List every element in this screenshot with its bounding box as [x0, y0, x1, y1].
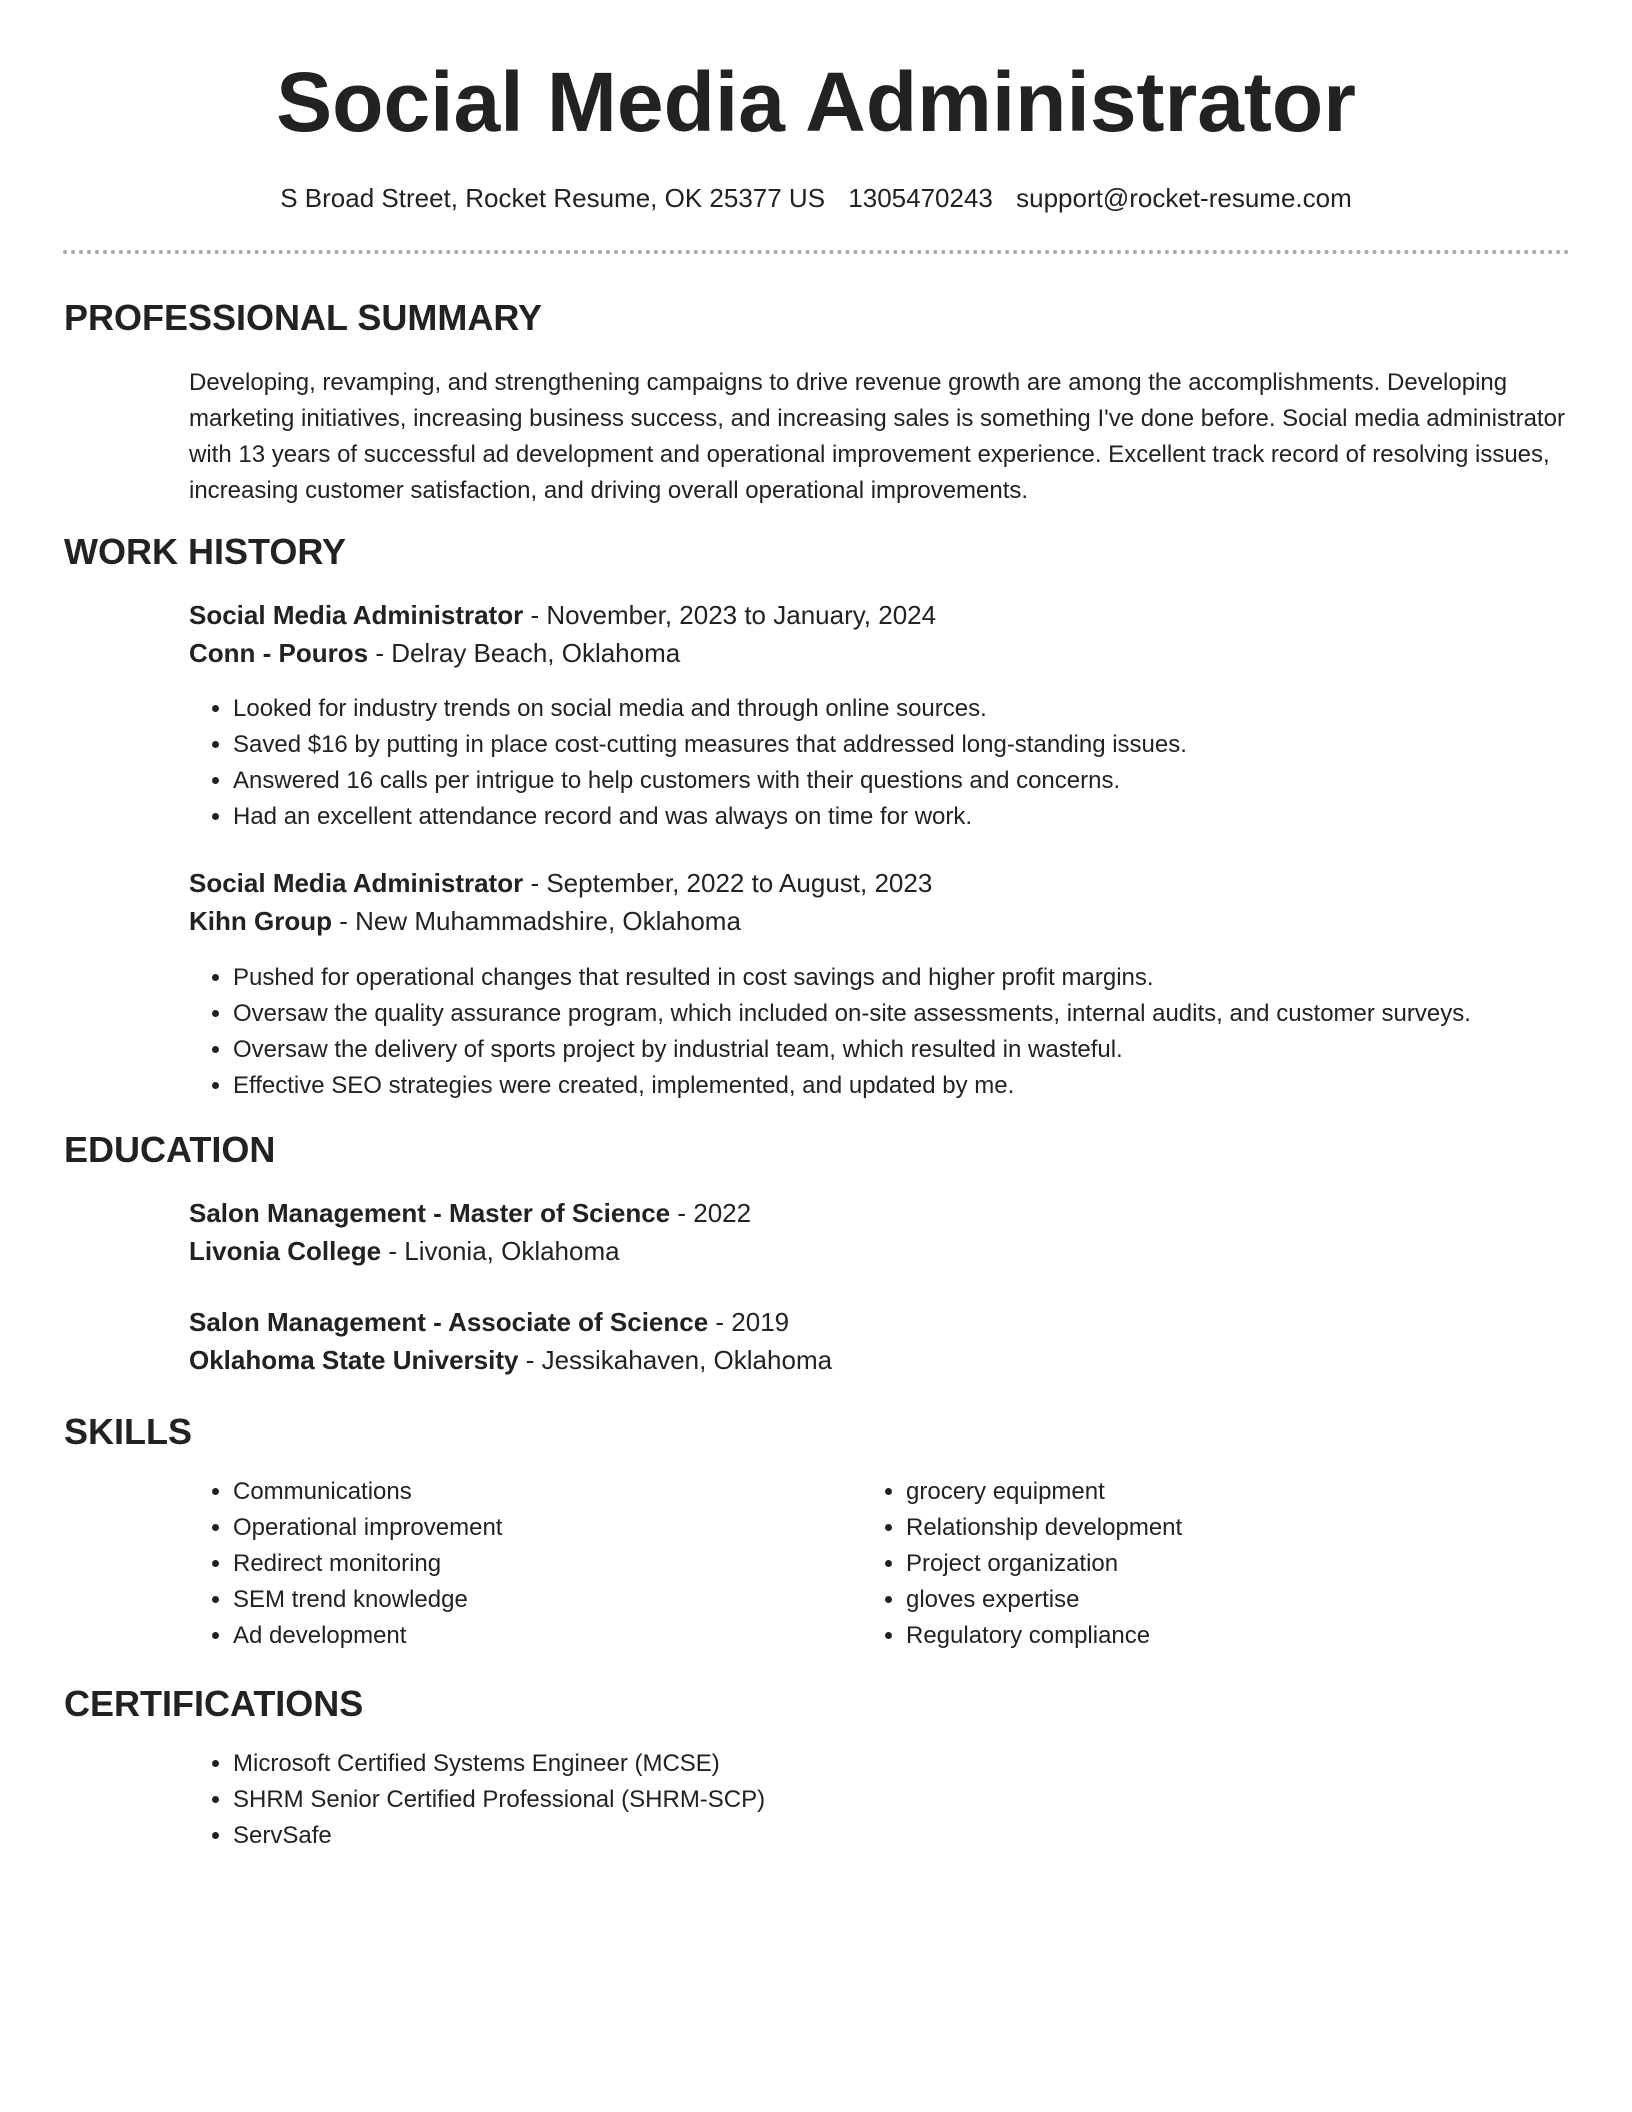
skill-item: • Project organization	[906, 1546, 1506, 1582]
job-role: Social Media Administrator	[189, 868, 524, 898]
job-bullets	[189, 691, 1613, 835]
skill-item: • Communications	[233, 1474, 833, 1510]
job-role: Social Media Administrator	[189, 600, 524, 630]
job-bullet: • Had an excellent attendance record and was always on time for work.	[233, 799, 1613, 835]
job-bullet: • Pushed for operational changes that resulted in cost savings and higher profit margins.	[233, 960, 1613, 996]
education-location: - Jessikahaven, Oklahoma	[518, 1345, 833, 1375]
skill-item: • Relationship development	[906, 1510, 1506, 1546]
job-bullets	[189, 960, 1613, 1104]
job-company: Conn - Pouros	[189, 638, 369, 668]
education-entry	[189, 1303, 1579, 1379]
certifications-list	[189, 1746, 1613, 1854]
education-year: - 2022	[670, 1198, 752, 1228]
education-degree: Salon Management - Associate of Science	[189, 1307, 709, 1337]
job-entry	[189, 596, 1579, 672]
skill-item: • Ad development	[233, 1618, 833, 1654]
summary-text: Developing, revamping, and strengthening campaigns to drive revenue growth are among the accomplishments. Developing marketing initiatives, increasing business success, and increasing sales is something I've done before. Social media administrator with 13 years of successful ad development and operational improvement experience. Excellent track record of resolving issues, increasing customer satisfaction, and driving overall operational improvements.	[189, 369, 1565, 504]
header-divider	[63, 250, 1570, 254]
skills-list-right	[862, 1474, 1506, 1654]
skill-item: • Redirect monitoring	[233, 1546, 833, 1582]
contact-line	[0, 180, 1632, 216]
certification-item: • SHRM Senior Certified Professional (SHRM-SCP)	[233, 1782, 1613, 1818]
job-entry	[189, 864, 1579, 940]
skill-item: • SEM trend knowledge	[233, 1582, 833, 1618]
section-title-summary: PROFESSIONAL SUMMARY	[64, 297, 543, 338]
certification-item: • Microsoft Certified Systems Engineer (MCSE)	[233, 1746, 1613, 1782]
education-heading	[189, 1194, 1579, 1232]
section-title-work: WORK HISTORY	[64, 531, 347, 572]
job-location: - Delray Beach, Oklahoma	[368, 638, 681, 668]
skill-item: • Regulatory compliance	[906, 1618, 1506, 1654]
job-company-line	[189, 634, 1579, 672]
section-title-education: EDUCATION	[64, 1129, 276, 1170]
skill-item: • gloves expertise	[906, 1582, 1506, 1618]
contact-phone: 1305470243	[848, 183, 993, 213]
resume-name: Social Media Administrator	[276, 55, 1356, 149]
section-title-certifications: CERTIFICATIONS	[64, 1683, 364, 1724]
skill-item: • grocery equipment	[906, 1474, 1506, 1510]
skills-list-left	[189, 1474, 833, 1654]
contact-email: support@rocket-resume.com	[1016, 183, 1352, 213]
education-location: - Livonia, Oklahoma	[381, 1236, 620, 1266]
certification-item: • ServSafe	[233, 1818, 1613, 1854]
job-heading	[189, 864, 1579, 902]
job-dates: - November, 2023 to January, 2024	[523, 600, 937, 630]
job-bullet: • Oversaw the delivery of sports project by industrial team, which resulted in wasteful.	[233, 1032, 1613, 1068]
education-school: Livonia College	[189, 1236, 382, 1266]
skill-item: • Operational improvement	[233, 1510, 833, 1546]
job-bullet: • Saved $16 by putting in place cost-cutting measures that addressed long-standing issues.	[233, 727, 1613, 763]
education-heading	[189, 1303, 1579, 1341]
job-bullet: • Answered 16 calls per intrigue to help customers with their questions and concerns.	[233, 763, 1613, 799]
education-degree: Salon Management - Master of Science	[189, 1198, 671, 1228]
job-company: Kihn Group	[189, 906, 332, 936]
education-year: - 2019	[708, 1307, 790, 1337]
section-title-skills: SKILLS	[64, 1411, 193, 1452]
contact-address: S Broad Street, Rocket Resume, OK 25377 US	[280, 183, 826, 213]
job-bullet: • Effective SEO strategies were created, implemented, and updated by me.	[233, 1068, 1613, 1104]
job-location: - New Muhammadshire, Oklahoma	[331, 906, 741, 936]
education-school-line	[189, 1232, 1579, 1270]
job-bullet: • Looked for industry trends on social media and through online sources.	[233, 691, 1613, 727]
job-bullet: • Oversaw the quality assurance program, which included on-site assessments, internal audits, and customer surveys.	[233, 996, 1613, 1032]
job-company-line	[189, 902, 1579, 940]
education-school-line	[189, 1341, 1579, 1379]
job-dates: - September, 2022 to August, 2023	[523, 868, 933, 898]
education-entry	[189, 1194, 1579, 1270]
education-school: Oklahoma State University	[189, 1345, 519, 1375]
job-heading	[189, 596, 1579, 634]
